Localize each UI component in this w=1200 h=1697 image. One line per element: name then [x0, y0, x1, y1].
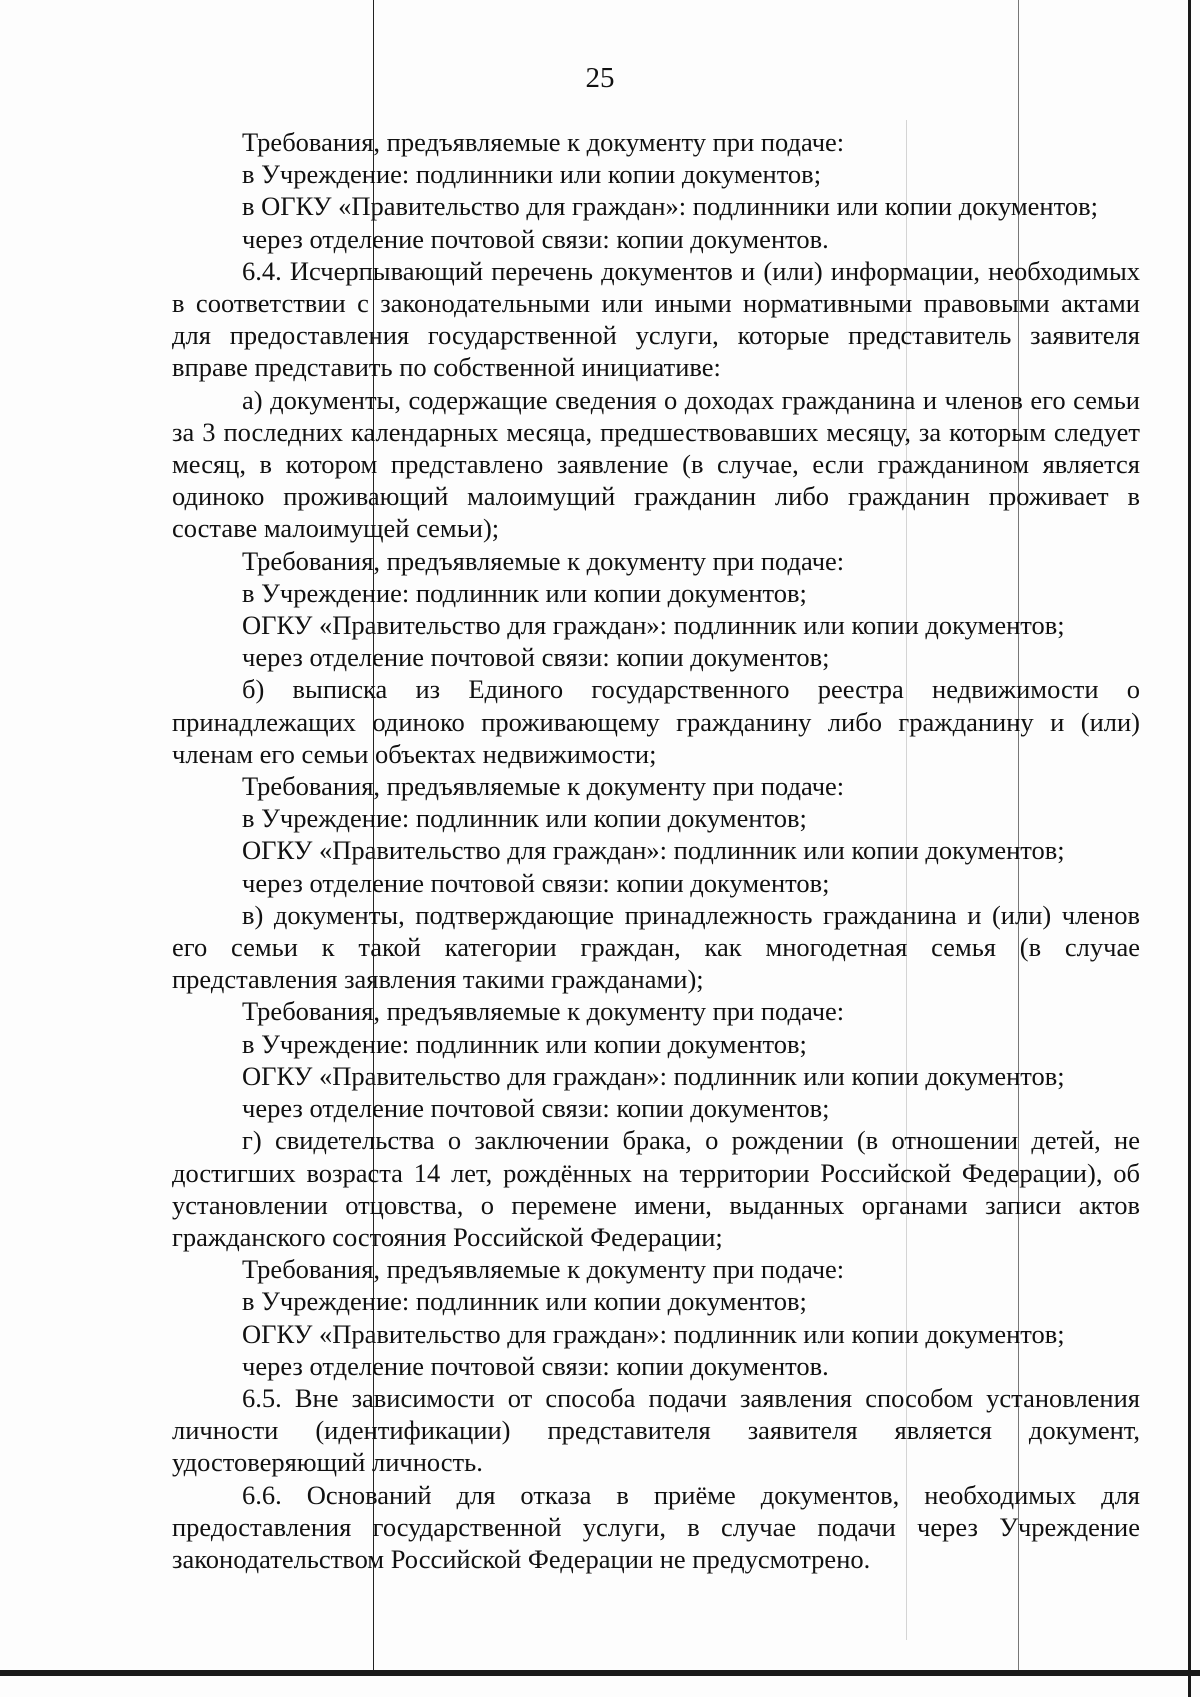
scan-page-bottom-edge — [0, 1670, 1200, 1676]
paragraph: в Учреждение: подлинник или копии документов; — [242, 577, 807, 608]
paragraph: в Учреждение: подлинники или копии документов; — [242, 159, 822, 190]
paragraph: г) свидетельства о заключении брака, о рождении (в отношении детей, не достигших возраста 14 лет, рождённых на территории Российской Федерации), об установлении отцовства, о перемене имени, выданных органами записи актов гражданского состояния Российской Федерации; — [172, 1125, 1140, 1252]
paragraph: через отделение почтовой связи: копии документов; — [242, 1093, 830, 1124]
paragraph: в Учреждение: подлинник или копии документов; — [242, 1286, 807, 1317]
paragraph: Требования, предъявляемые к документу при подаче: — [242, 771, 845, 802]
paragraph: через отделение почтовой связи: копии документов; — [242, 642, 830, 673]
paragraph: Требования, предъявляемые к документу при подаче: — [242, 127, 845, 157]
paragraph: через отделение почтовой связи: копии документов; — [242, 867, 830, 898]
paragraph: 6.5. Вне зависимости от способа подачи заявления способом установления личности (идентификации) представителя заявителя является документ, удостоверяющий личность. — [172, 1382, 1140, 1478]
paragraph: ОГКУ «Правительство для граждан»: подлинник или копии документов; — [242, 610, 1065, 641]
paragraph: Требования, предъявляемые к документу при подаче: — [242, 545, 845, 576]
paragraph: в Учреждение: подлинник или копии документов; — [242, 803, 807, 834]
paragraph: а) документы, содержащие сведения о доходах гражданина и членов его семьи за 3 последних календарных месяца, предшествовавших месяцу, за которым следует месяц, в котором представлено заявление (в случае, если гражданином является одиноко проживающий малоимущий гражданин либо гражданин проживает в составе малоимущей семьи); — [172, 384, 1140, 544]
scan-page-edge — [1188, 0, 1191, 1697]
paragraph: в ОГКУ «Правительство для граждан»: подлинники или копии документов; — [242, 191, 1098, 222]
paragraph: 6.4. Исчерпывающий перечень документов и (или) информации, необходимых в соответствии с законодательными или иными нормативными правовыми актами для предоставления государственной услуги, которые представитель заявителя вправе представить по собственной инициативе: — [172, 255, 1140, 383]
page-number: 25 — [585, 62, 615, 94]
paragraph: ОГКУ «Правительство для граждан»: подлинник или копии документов; — [242, 835, 1065, 866]
paragraph: в) документы, подтверждающие принадлежность гражданина и (или) членов его семьи к такой категории граждан, как многодетная семья (в случае представления заявления такими гражданами); — [172, 899, 1140, 995]
paragraph: ОГКУ «Правительство для граждан»: подлинник или копии документов; — [242, 1060, 1065, 1091]
paragraph: 6.6. Оснований для отказа в приёме документов, необходимых для предоставления государственной услуги, в случае подачи через Учреждение законодательством Российской Федерации не предусмотрено. — [172, 1479, 1140, 1574]
paragraph: через отделение почтовой связи: копии документов. — [242, 223, 829, 254]
paragraph: Требования, предъявляемые к документу при подаче: — [242, 996, 845, 1027]
paragraph: Требования, предъявляемые к документу при подаче: — [242, 1254, 845, 1285]
document-body — [172, 126, 1140, 1575]
paragraph: через отделение почтовой связи: копии документов. — [242, 1350, 829, 1381]
paragraph: в Учреждение: подлинник или копии документов; — [242, 1028, 807, 1059]
paragraph: ОГКУ «Правительство для граждан»: подлинник или копии документов; — [242, 1318, 1065, 1349]
paragraph: б) выписка из Единого государственного реестра недвижимости о принадлежащих одиноко проживающему гражданину либо гражданину и (или) членам его семьи объектах недвижимости; — [172, 674, 1140, 769]
